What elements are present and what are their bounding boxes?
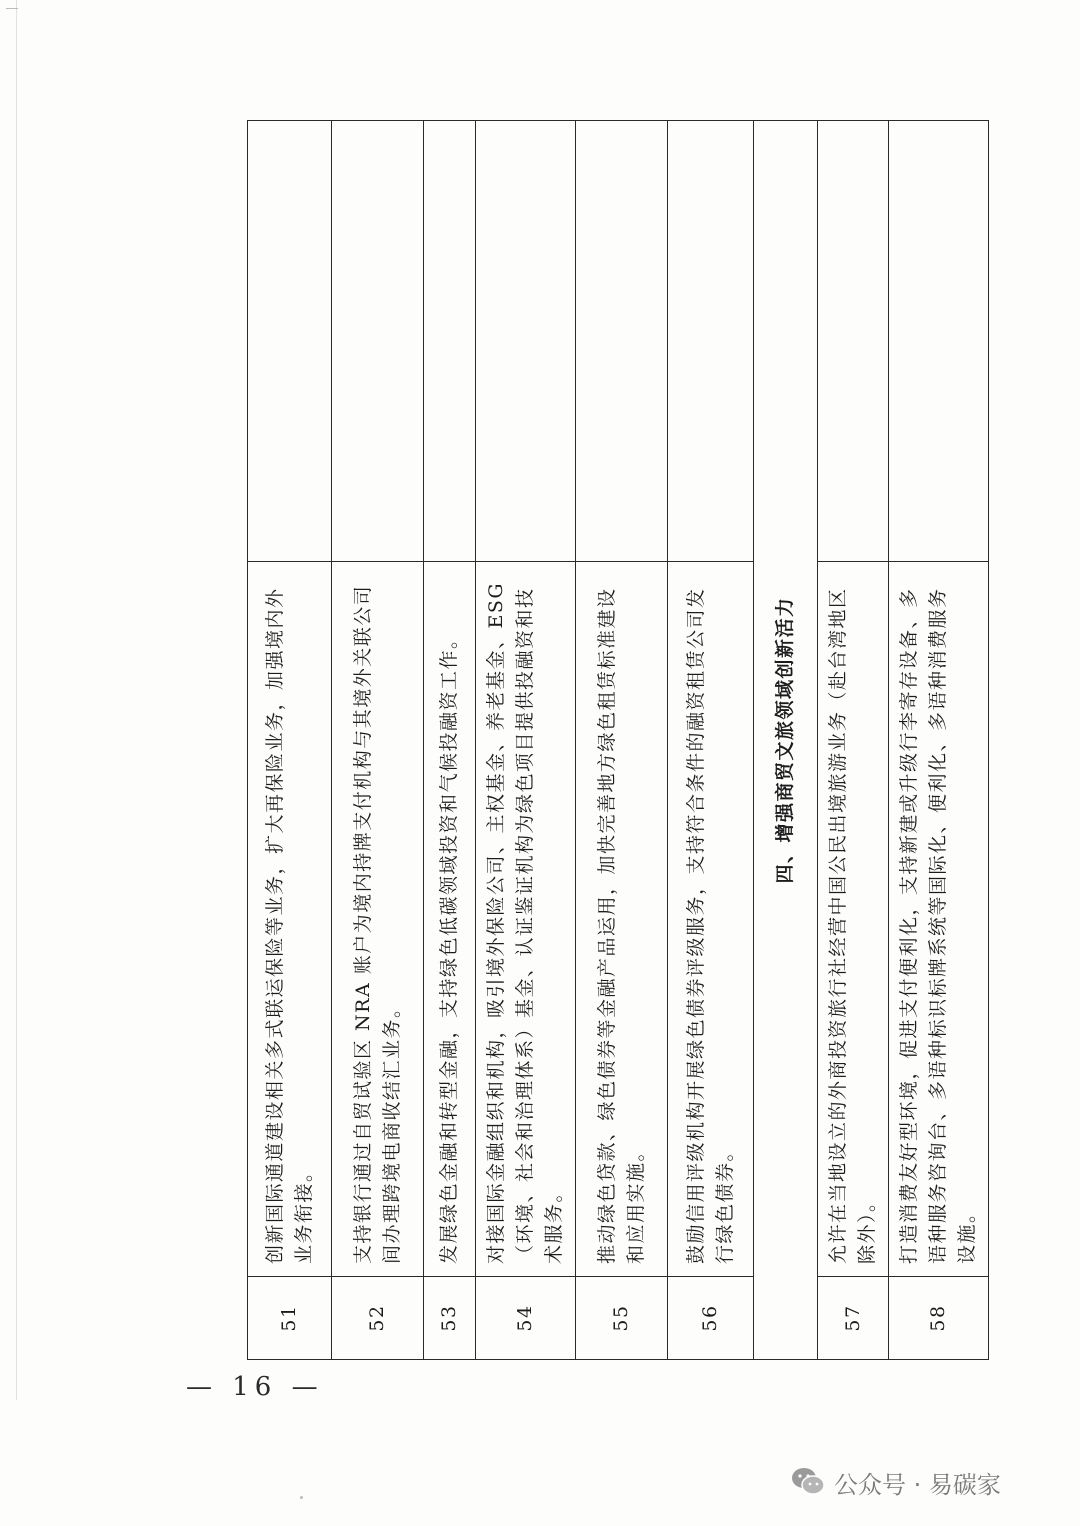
- row-content: 创新国际通道建设相关多式联运保险等业务，扩大再保险业务，加强境内外业务衔接。: [248, 562, 332, 1277]
- row-content: 允许在当地设立的外商投资旅行社经营中国公民出境旅游业务（赴台湾地区除外）。: [818, 562, 889, 1277]
- watermark: [790, 1462, 1001, 1502]
- page-number: — 16 —: [186, 1372, 324, 1402]
- measures-table: [247, 120, 989, 1360]
- row-blank-cell: [476, 121, 576, 562]
- row-number: 55: [576, 1277, 668, 1360]
- row-number: 58: [889, 1277, 989, 1360]
- table-row: [576, 121, 668, 1360]
- table-row: [668, 121, 754, 1360]
- table-row: [476, 121, 576, 1360]
- watermark-text: 公众号 · 易碳家: [834, 1470, 1001, 1499]
- row-blank-cell: [889, 121, 989, 562]
- row-content: 打造消费友好型环境，促进支付便利化，支持新建或升级行李寄存设备、多语种服务咨询台、多语种标识标牌系统等国际化、便利化、多语种消费服务设施。: [889, 562, 989, 1277]
- row-number: 51: [248, 1277, 332, 1360]
- row-number: 54: [476, 1277, 576, 1360]
- row-blank-cell: [424, 121, 476, 562]
- row-blank-cell: [248, 121, 332, 562]
- corner-mark: [6, 8, 18, 9]
- row-number: 53: [424, 1277, 476, 1360]
- row-number: 56: [668, 1277, 754, 1360]
- row-blank-cell: [668, 121, 754, 562]
- wechat-icon: [790, 1466, 826, 1498]
- scan-edge-line: [16, 0, 17, 1400]
- row-content: 发展绿色金融和转型金融，支持绿色低碳领域投资和气候投融资工作。: [424, 562, 476, 1277]
- row-number: 57: [818, 1277, 889, 1360]
- table-row: [248, 121, 332, 1360]
- row-blank-cell: [576, 121, 668, 562]
- scan-speck: [300, 1496, 303, 1499]
- row-content: 对接国际金融组织和机构，吸引境外保险公司、主权基金、养老基金、ESG（环境、社会和治理体系）基金、认证鉴证机构为绿色项目提供投融资和技术服务。: [476, 562, 576, 1277]
- row-content: 支持银行通过自贸试验区 NRA 账户为境内持牌支付机构与其境外关联公司间办理跨境电商收结汇业务。: [332, 562, 424, 1277]
- row-blank-cell: [332, 121, 424, 562]
- row-number: 52: [332, 1277, 424, 1360]
- table-row: [332, 121, 424, 1360]
- table-row: [889, 121, 989, 1360]
- rotated-table-container: [247, 196, 978, 1360]
- table-row: [818, 121, 889, 1360]
- section-header-row: [754, 121, 818, 1360]
- section-header: 四、增强商贸文旅领域创新活力: [754, 121, 818, 1360]
- table-row: [424, 121, 476, 1360]
- row-content: 鼓励信用评级机构开展绿色债券评级服务，支持符合条件的融资租赁公司发行绿色债券。: [668, 562, 754, 1277]
- row-blank-cell: [818, 121, 889, 562]
- row-content: 推动绿色贷款、绿色债券等金融产品运用，加快完善地方绿色租赁标准建设和应用实施。: [576, 562, 668, 1277]
